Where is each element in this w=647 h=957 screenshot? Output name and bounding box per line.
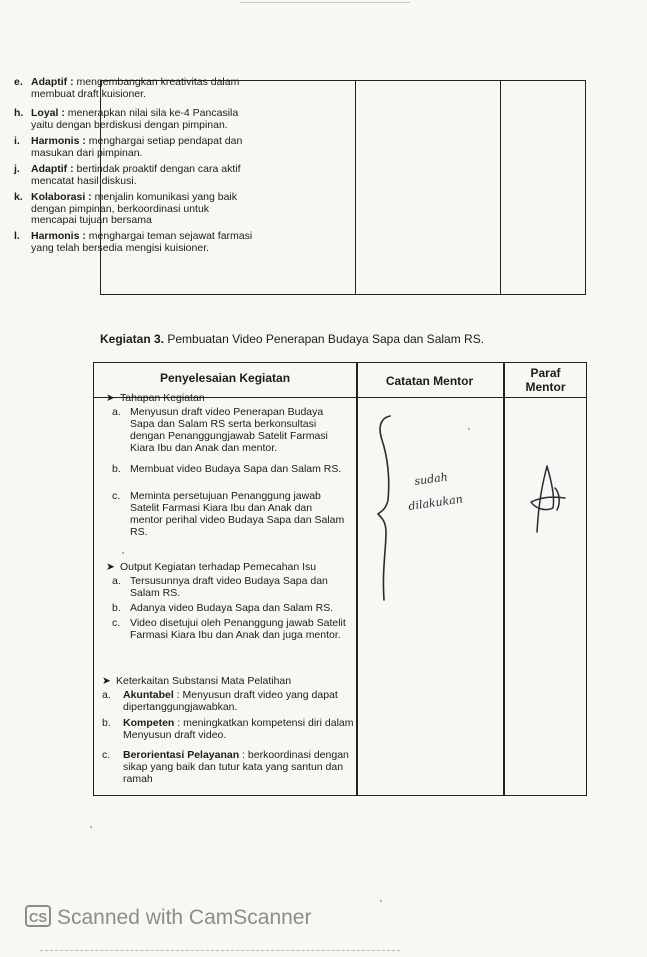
arrow-bullet-icon: ➤ (102, 675, 111, 687)
section-title: ➤ Keterkaitan Substansi Mata Pelatihan (102, 675, 292, 687)
column-divider (356, 363, 358, 795)
list-item: b. Membuat video Budaya Sapa dan Salam RS. (112, 463, 342, 475)
arrow-bullet-icon: ➤ (106, 561, 115, 573)
list-item: l. Harmonis : menghargai teman sejawat farmasi yang telah bersedia mengisi kuisioner. (14, 230, 253, 254)
list-item: e. Adaptif : mengembangkan kreativitas dalam membuat draft kuisioner. (14, 76, 240, 100)
mentor-notes-column (356, 81, 501, 294)
list-item: k. Kolaborasi : menjalin komunikasi yang baik dengan pimpinan, berkoordinasi untuk mencapai tujuan bersama (14, 191, 238, 227)
scan-speck (90, 826, 92, 828)
scan-edge-line (40, 950, 400, 952)
header-paraf-mentor: Paraf Mentor (525, 366, 566, 394)
list-item: j. Adaptif : bertindak proaktif dengan cara aktif mencatat hasil diskusi. (14, 163, 241, 187)
scan-speck (380, 900, 382, 902)
camscanner-logo-icon: CS (25, 905, 51, 927)
list-item: a. Tersusunnya draft video Budaya Sapa dan Salam RS. (112, 575, 328, 599)
list-item: a. Akuntabel : Menyusun draft video yang dapat dipertanggungjawabkan. (102, 689, 338, 713)
mentor-signature (525, 462, 570, 537)
list-item: c. Meminta persetujuan Penanggung jawab Satelit Farmasi Kiara Ibu dan Anak dan mentor perihal video Budaya Sapa dan Salam RS. (112, 490, 345, 538)
scan-speck (468, 428, 470, 430)
column-divider (503, 363, 505, 795)
header-catatan-mentor: Catatan Mentor (385, 374, 474, 388)
scan-speck (122, 552, 124, 554)
camscanner-watermark: CS Scanned with CamScanner (25, 905, 311, 930)
list-item: b. Kompeten : meningkatkan kompetensi diri dalam Menyusun draft video. (102, 717, 354, 741)
header-penyelesaian: Penyelesaian Kegiatan (159, 371, 291, 385)
list-item: a. Menyusun draft video Penerapan Budaya Sapa dan Salam RS serta berkonsultasi dengan Penanggungjawab Satelit Farmasi Kiara Ibu dan Anak dan mentor. (112, 406, 328, 454)
section-heading: Kegiatan 3. Pembuatan Video Penerapan Budaya Sapa dan Salam RS. (100, 332, 485, 346)
list-item: i. Harmonis : menghargai setiap pendapat dan masukan dari pimpinan. (14, 135, 243, 159)
arrow-bullet-icon: ➤ (106, 392, 115, 404)
handwritten-note-sudah-dilakukan (405, 470, 485, 520)
list-item: c. Berorientasi Pelayanan : berkoordinasi dengan sikap yang baik dan tutur kata yang santun dan ramah (102, 749, 349, 785)
scan-edge-line (240, 2, 410, 3)
list-item: b. Adanya video Budaya Sapa dan Salam RS. (112, 602, 334, 614)
list-item: h. Loyal : menerapkan nilai sila ke-4 Pancasila yaitu dengan berdiskusi dengan pimpinan. (14, 107, 239, 131)
handwritten-brace (370, 410, 410, 610)
list-item: c. Video disetujui oleh Penanggung jawab Satelit Farmasi Kiara Ibu dan Anak dan juga mentor. (112, 617, 346, 641)
svg-text:sudah: sudah (413, 470, 449, 488)
svg-text:dilakukan: dilakukan (407, 492, 464, 513)
section-title: ➤ Output Kegiatan terhadap Pemecahan Isu (106, 561, 317, 573)
section-title: ➤ Tahapan Kegiatan (106, 392, 205, 404)
